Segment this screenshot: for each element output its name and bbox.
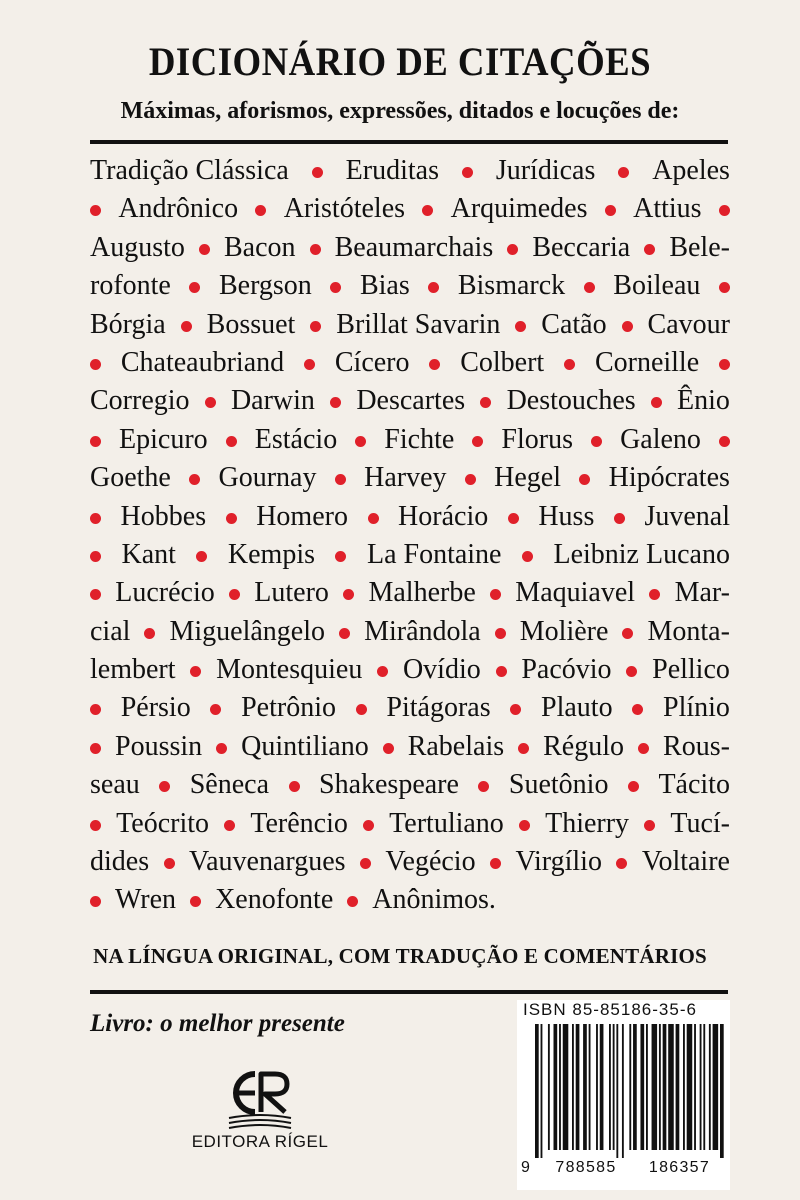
bullet-icon: [355, 436, 366, 447]
bullet-icon: [622, 628, 633, 639]
bullet-icon: [719, 205, 730, 216]
author-name: Mirândola: [364, 615, 481, 647]
barcode-bar: [609, 1024, 611, 1150]
barcode-bar: [703, 1024, 705, 1150]
bullet-icon: [616, 858, 627, 869]
author-name: Cícero: [334, 346, 410, 378]
author-name: Suetônio: [508, 769, 609, 801]
bullet-icon: [519, 820, 530, 831]
author-name: Vauvenargues: [188, 846, 346, 878]
author-name: Hipócrates: [608, 462, 730, 494]
bullet-icon: [591, 436, 602, 447]
barcode-bar: [713, 1024, 719, 1150]
bullet-icon: [480, 397, 491, 408]
author-name: Régulo: [543, 730, 625, 762]
barcode-left-digits: 788585: [555, 1159, 617, 1176]
publisher-name: EDITORA RÍGEL: [191, 1132, 329, 1151]
bullet-icon: [579, 474, 590, 485]
bullet-icon: [462, 167, 473, 178]
bullet-icon: [90, 896, 101, 907]
author-name: Plínio: [663, 692, 730, 724]
bullet-icon: [429, 359, 440, 370]
bullet-icon: [310, 321, 321, 332]
author-line: [90, 498, 730, 536]
bullet-icon: [363, 820, 374, 831]
bullet-icon: [465, 474, 476, 485]
bullet-icon: [90, 743, 101, 754]
author-name: Miguelângelo: [169, 615, 326, 647]
author-name: La Fontaine: [366, 538, 502, 570]
author-name: Thierry: [545, 807, 630, 839]
bullet-icon: [164, 858, 175, 869]
author-name: Poussin: [115, 730, 203, 762]
barcode-bar: [652, 1024, 658, 1150]
bullet-icon: [490, 589, 501, 600]
barcode-bar: [613, 1024, 615, 1150]
author-name: Bergson: [218, 270, 312, 302]
barcode-bar: [541, 1024, 543, 1158]
bullet-icon: [335, 551, 346, 562]
bullet-icon: [632, 704, 643, 715]
barcode-bar: [589, 1024, 591, 1150]
barcode-bar: [559, 1024, 561, 1150]
bullet-icon: [90, 704, 101, 715]
bullet-icon: [310, 244, 321, 255]
bullet-icon: [522, 551, 533, 562]
author-line: [90, 382, 730, 420]
author-name: Petrônio: [241, 692, 336, 724]
author-name: Maquiavel: [515, 577, 636, 609]
author-name: Bele-: [669, 231, 730, 263]
bullet-icon: [472, 436, 483, 447]
author-name: Beaumarchais: [334, 231, 494, 263]
barcode-bar: [683, 1024, 685, 1150]
bullet-icon: [496, 666, 507, 677]
bullet-icon: [649, 589, 660, 600]
bullet-icon: [335, 474, 346, 485]
bullet-icon: [644, 244, 655, 255]
author-line: [90, 766, 730, 804]
author-name: Arquimedes: [450, 193, 588, 225]
author-line: [90, 267, 730, 305]
author-name: Lutero: [254, 577, 329, 609]
author-line: [90, 536, 730, 574]
bullet-icon: [304, 359, 315, 370]
bullet-icon: [368, 513, 379, 524]
bullet-icon: [644, 820, 655, 831]
bullet-icon: [347, 896, 358, 907]
author-name: Tácito: [658, 769, 730, 801]
author-line: [90, 344, 730, 382]
barcode-bar: [633, 1024, 637, 1150]
barcode-bar: [720, 1024, 724, 1158]
author-name: Tucí-: [670, 807, 730, 839]
barcode-bar: [596, 1024, 598, 1150]
author-name: Rous-: [663, 730, 730, 762]
bullet-icon: [564, 359, 575, 370]
author-name: Quintiliano: [241, 730, 369, 762]
bullet-icon: [216, 743, 227, 754]
author-name: Monta-: [647, 615, 730, 647]
author-name: Corneille: [594, 346, 700, 378]
author-name: Corregio: [90, 385, 190, 417]
author-name: Leibniz Lucano: [553, 538, 730, 570]
author-name: Harvey: [364, 462, 447, 494]
author-name: Florus: [501, 423, 573, 455]
bullet-icon: [478, 781, 489, 792]
bullet-icon: [226, 513, 237, 524]
author-name: Cavour: [647, 308, 730, 340]
author-name: Juvenal: [644, 500, 730, 532]
slogan: Livro: o melhor presente: [90, 1010, 345, 1037]
bullet-icon: [508, 513, 519, 524]
bullet-icon: [626, 666, 637, 677]
bullet-icon: [377, 666, 388, 677]
author-line: [90, 881, 730, 919]
barcode-bar: [640, 1024, 644, 1150]
author-list: [90, 152, 730, 920]
bullet-icon: [181, 321, 192, 332]
author-name: Andrônico: [118, 193, 239, 225]
author-name: Jurídicas: [495, 155, 596, 186]
barcode-first-digit: 9: [521, 1159, 532, 1176]
author-name: Mar-: [674, 577, 730, 609]
barcode-bar: [659, 1024, 661, 1150]
publisher-monogram-icon: [221, 1068, 299, 1130]
author-name: Lucrécio: [115, 577, 215, 609]
author-name: rofonte: [90, 270, 171, 302]
author-name: Voltaire: [641, 846, 730, 878]
bullet-icon: [510, 704, 521, 715]
bottom-divider: [90, 990, 728, 994]
bullet-icon: [383, 743, 394, 754]
author-name: Bias: [359, 270, 410, 302]
author-name: Aristóteles: [283, 193, 406, 225]
barcode-bar: [663, 1024, 667, 1150]
author-name: Hegel: [494, 462, 561, 494]
bullet-icon: [719, 359, 730, 370]
author-name: Molière: [519, 615, 609, 647]
author-name: lembert: [90, 654, 176, 686]
author-name: Darwin: [230, 385, 315, 417]
bullet-icon: [90, 820, 101, 831]
bullet-icon: [255, 205, 266, 216]
author-name: Eruditas: [345, 155, 439, 186]
bullet-icon: [719, 282, 730, 293]
bullet-icon: [651, 397, 662, 408]
barcode-digits: [521, 1159, 726, 1177]
author-name: Apeles: [652, 155, 730, 186]
author-name: cial: [90, 615, 131, 647]
author-name: Montesquieu: [216, 654, 363, 686]
barcode-bar: [700, 1024, 702, 1150]
author-name: Vegécio: [385, 846, 476, 878]
barcode-bar: [687, 1024, 693, 1150]
barcode-bar: [554, 1024, 558, 1150]
author-line: [90, 689, 730, 727]
bullet-icon: [196, 551, 207, 562]
bullet-icon: [628, 781, 639, 792]
barcode-right-digits: 186357: [648, 1159, 711, 1176]
author-name: Colbert: [460, 346, 545, 378]
barcode-icon: [521, 1024, 726, 1158]
bullet-icon: [190, 666, 201, 677]
author-name: Anônimos.: [372, 884, 496, 916]
author-name: Epicuro: [119, 423, 208, 455]
author-name: Huss: [538, 500, 595, 532]
author-name: Gournay: [218, 462, 317, 494]
author-name: Horácio: [398, 500, 489, 532]
author-line: [90, 152, 730, 190]
author-name: Chateaubriand: [120, 346, 285, 378]
language-note: NA LÍNGUA ORIGINAL, COM TRADUÇÃO E COMENTÁRIOS: [93, 944, 707, 968]
bullet-icon: [495, 628, 506, 639]
author-name: seau: [90, 769, 140, 801]
barcode-bar: [563, 1024, 569, 1150]
author-name: Beccaria: [532, 231, 631, 263]
top-divider: [90, 140, 728, 144]
author-name: Shakespeare: [319, 769, 459, 801]
author-line: [90, 651, 730, 689]
author-name: Ovídio: [402, 654, 481, 686]
bullet-icon: [330, 397, 341, 408]
author-name: Bórgia: [90, 308, 166, 340]
author-line: [90, 843, 730, 881]
bullet-icon: [719, 436, 730, 447]
author-name: Xenofonte: [215, 884, 334, 916]
author-line: [90, 805, 730, 843]
book-title: DICIONÁRIO DE CITAÇÕES: [148, 39, 652, 84]
author-line: [90, 229, 730, 267]
barcode-bar: [535, 1024, 539, 1158]
barcode-bar: [668, 1024, 674, 1150]
author-name: Virgílio: [515, 846, 602, 878]
bullet-icon: [190, 896, 201, 907]
author-name: Bossuet: [206, 308, 296, 340]
author-name: Hobbes: [120, 500, 207, 532]
bullet-icon: [428, 282, 439, 293]
author-name: Brillat Savarin: [336, 308, 501, 340]
bullet-icon: [605, 205, 616, 216]
author-line: [90, 190, 730, 228]
author-name: Attius: [633, 193, 702, 225]
bullet-icon: [422, 205, 433, 216]
bullet-icon: [90, 551, 101, 562]
bullet-icon: [518, 743, 529, 754]
author-name: Pellico: [652, 654, 730, 686]
author-name: Malherbe: [368, 577, 476, 609]
author-name: Pacóvio: [521, 654, 612, 686]
author-name: Kant: [121, 538, 176, 570]
bullet-icon: [339, 628, 350, 639]
barcode-bar: [548, 1024, 550, 1150]
bullet-icon: [622, 321, 633, 332]
bullet-icon: [614, 513, 625, 524]
bullet-icon: [199, 244, 210, 255]
author-name: Wren: [115, 884, 177, 916]
author-name: Bacon: [224, 231, 296, 263]
author-name: Ênio: [677, 385, 730, 417]
author-name: Galeno: [620, 423, 701, 455]
author-line: [90, 613, 730, 651]
barcode-bar: [622, 1024, 624, 1158]
bullet-icon: [618, 167, 629, 178]
author-name: Rabelais: [407, 730, 505, 762]
bullet-icon: [205, 397, 216, 408]
author-line: [90, 306, 730, 344]
publisher-logo: [190, 1068, 330, 1152]
bullet-icon: [90, 589, 101, 600]
barcode-bar: [583, 1024, 587, 1150]
author-name: Homero: [256, 500, 348, 532]
bullet-icon: [330, 282, 341, 293]
bullet-icon: [356, 704, 367, 715]
author-name: Goethe: [90, 462, 171, 494]
author-line: [90, 728, 730, 766]
author-name: Teócrito: [116, 807, 210, 839]
barcode-bar: [572, 1024, 574, 1150]
author-name: Kempis: [227, 538, 315, 570]
bullet-icon: [90, 359, 101, 370]
author-line: [90, 459, 730, 497]
author-name: Descartes: [356, 385, 466, 417]
bullet-icon: [343, 589, 354, 600]
barcode-bar: [646, 1024, 648, 1150]
barcode-bar: [616, 1024, 618, 1158]
bullet-icon: [189, 282, 200, 293]
bullet-icon: [490, 858, 501, 869]
bullet-icon: [189, 474, 200, 485]
author-name: Catão: [541, 308, 607, 340]
bullet-icon: [584, 282, 595, 293]
author-name: Destouches: [506, 385, 636, 417]
barcode-panel: [517, 1000, 730, 1190]
bullet-icon: [144, 628, 155, 639]
author-name: Sêneca: [189, 769, 270, 801]
bullet-icon: [229, 589, 240, 600]
author-line: [90, 574, 730, 612]
bullet-icon: [90, 205, 101, 216]
barcode-bar: [709, 1024, 711, 1150]
author-name: Plauto: [541, 692, 613, 724]
book-subtitle: Máximas, aforismos, expressões, ditados e locuções de:: [120, 98, 680, 124]
author-name: Pérsio: [120, 692, 191, 724]
bullet-icon: [226, 436, 237, 447]
bullet-icon: [90, 436, 101, 447]
author-name: Fichte: [384, 423, 455, 455]
author-name: Bismarck: [457, 270, 566, 302]
author-name: Tradição Clássica: [90, 155, 289, 186]
author-name: Terêncio: [250, 807, 348, 839]
bullet-icon: [515, 321, 526, 332]
bullet-icon: [210, 704, 221, 715]
bullet-icon: [90, 513, 101, 524]
author-line: [90, 421, 730, 459]
isbn-label: ISBN 85-85186-35-6: [523, 1000, 697, 1019]
bullet-icon: [638, 743, 649, 754]
author-name: Pitágoras: [386, 692, 491, 724]
bullet-icon: [360, 858, 371, 869]
author-name: dides: [90, 846, 150, 878]
bullet-icon: [159, 781, 170, 792]
bullet-icon: [224, 820, 235, 831]
barcode-bar: [576, 1024, 580, 1150]
author-name: Estácio: [254, 423, 338, 455]
author-name: Boileau: [613, 270, 701, 302]
bullet-icon: [507, 244, 518, 255]
barcode-bar: [676, 1024, 680, 1150]
bullet-icon: [312, 167, 323, 178]
barcode-bar: [694, 1024, 696, 1150]
author-name: Augusto: [90, 231, 185, 263]
barcode-bar: [600, 1024, 604, 1150]
barcode-bar: [629, 1024, 631, 1150]
bullet-icon: [289, 781, 300, 792]
author-name: Tertuliano: [389, 807, 504, 839]
